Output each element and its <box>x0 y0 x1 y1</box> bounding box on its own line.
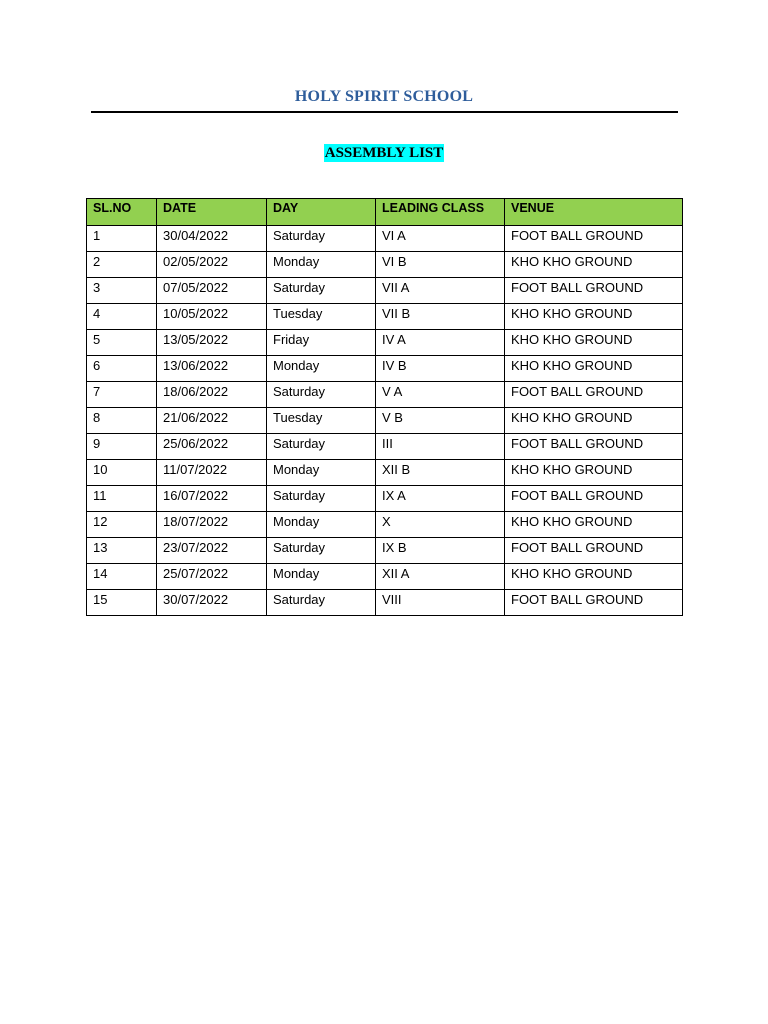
cell-sl-no: 4 <box>87 304 157 330</box>
cell-venue: FOOT BALL GROUND <box>505 486 683 512</box>
table-row <box>87 408 683 434</box>
cell-sl-no: 3 <box>87 278 157 304</box>
cell-venue: KHO KHO GROUND <box>505 460 683 486</box>
cell-leading-class: X <box>376 512 505 538</box>
cell-leading-class: XII A <box>376 564 505 590</box>
cell-leading-class: IV A <box>376 330 505 356</box>
column-header-day: DAY <box>267 199 376 226</box>
cell-date: 30/07/2022 <box>157 590 267 616</box>
cell-venue: FOOT BALL GROUND <box>505 278 683 304</box>
cell-sl-no: 7 <box>87 382 157 408</box>
school-title: HOLY SPIRIT SCHOOL <box>294 88 474 105</box>
cell-day: Saturday <box>267 226 376 252</box>
table-row <box>87 382 683 408</box>
cell-leading-class: VI B <box>376 252 505 278</box>
cell-leading-class: IX B <box>376 538 505 564</box>
cell-venue: KHO KHO GROUND <box>505 304 683 330</box>
cell-leading-class: V A <box>376 382 505 408</box>
cell-leading-class: VI A <box>376 226 505 252</box>
cell-date: 10/05/2022 <box>157 304 267 330</box>
title-underline-rule <box>91 111 678 113</box>
cell-venue: KHO KHO GROUND <box>505 330 683 356</box>
table-row <box>87 538 683 564</box>
cell-sl-no: 1 <box>87 226 157 252</box>
cell-date: 07/05/2022 <box>157 278 267 304</box>
cell-sl-no: 13 <box>87 538 157 564</box>
table-row <box>87 434 683 460</box>
table-row <box>87 226 683 252</box>
table-row <box>87 460 683 486</box>
cell-leading-class: IX A <box>376 486 505 512</box>
cell-venue: KHO KHO GROUND <box>505 356 683 382</box>
list-title-container <box>0 144 768 162</box>
table-row <box>87 486 683 512</box>
cell-day: Saturday <box>267 382 376 408</box>
cell-date: 18/07/2022 <box>157 512 267 538</box>
cell-day: Saturday <box>267 278 376 304</box>
cell-venue: KHO KHO GROUND <box>505 252 683 278</box>
cell-sl-no: 11 <box>87 486 157 512</box>
cell-date: 13/05/2022 <box>157 330 267 356</box>
cell-day: Monday <box>267 356 376 382</box>
cell-date: 23/07/2022 <box>157 538 267 564</box>
column-header-venue: VENUE <box>505 199 683 226</box>
cell-day: Friday <box>267 330 376 356</box>
cell-venue: FOOT BALL GROUND <box>505 382 683 408</box>
cell-sl-no: 12 <box>87 512 157 538</box>
cell-venue: KHO KHO GROUND <box>505 408 683 434</box>
cell-day: Saturday <box>267 486 376 512</box>
cell-leading-class: VII B <box>376 304 505 330</box>
cell-date: 16/07/2022 <box>157 486 267 512</box>
cell-date: 13/06/2022 <box>157 356 267 382</box>
cell-sl-no: 8 <box>87 408 157 434</box>
table-row <box>87 356 683 382</box>
table-row <box>87 252 683 278</box>
cell-venue: FOOT BALL GROUND <box>505 226 683 252</box>
cell-venue: FOOT BALL GROUND <box>505 434 683 460</box>
cell-leading-class: VIII <box>376 590 505 616</box>
cell-venue: KHO KHO GROUND <box>505 512 683 538</box>
cell-day: Saturday <box>267 590 376 616</box>
cell-sl-no: 10 <box>87 460 157 486</box>
column-header-sl-no: SL.NO <box>87 199 157 226</box>
table-row <box>87 304 683 330</box>
cell-day: Tuesday <box>267 408 376 434</box>
cell-day: Tuesday <box>267 304 376 330</box>
cell-date: 25/07/2022 <box>157 564 267 590</box>
column-header-leading-class: LEADING CLASS <box>376 199 505 226</box>
table-row <box>87 278 683 304</box>
table-row <box>87 590 683 616</box>
cell-venue: FOOT BALL GROUND <box>505 538 683 564</box>
cell-leading-class: IV B <box>376 356 505 382</box>
cell-day: Monday <box>267 460 376 486</box>
cell-leading-class: XII B <box>376 460 505 486</box>
cell-venue: KHO KHO GROUND <box>505 564 683 590</box>
cell-sl-no: 14 <box>87 564 157 590</box>
cell-date: 21/06/2022 <box>157 408 267 434</box>
cell-leading-class: VII A <box>376 278 505 304</box>
cell-date: 30/04/2022 <box>157 226 267 252</box>
column-header-date: DATE <box>157 199 267 226</box>
table-row <box>87 564 683 590</box>
table-header-row <box>87 199 683 226</box>
cell-sl-no: 9 <box>87 434 157 460</box>
cell-sl-no: 6 <box>87 356 157 382</box>
cell-date: 18/06/2022 <box>157 382 267 408</box>
cell-date: 11/07/2022 <box>157 460 267 486</box>
cell-date: 25/06/2022 <box>157 434 267 460</box>
cell-day: Monday <box>267 252 376 278</box>
cell-sl-no: 15 <box>87 590 157 616</box>
cell-leading-class: V B <box>376 408 505 434</box>
cell-date: 02/05/2022 <box>157 252 267 278</box>
cell-day: Saturday <box>267 434 376 460</box>
cell-leading-class: III <box>376 434 505 460</box>
cell-day: Saturday <box>267 538 376 564</box>
assembly-list-title: ASSEMBLY LIST <box>324 145 444 161</box>
cell-venue: FOOT BALL GROUND <box>505 590 683 616</box>
cell-sl-no: 2 <box>87 252 157 278</box>
cell-day: Monday <box>267 512 376 538</box>
cell-sl-no: 5 <box>87 330 157 356</box>
cell-day: Monday <box>267 564 376 590</box>
table-row <box>87 330 683 356</box>
assembly-table <box>86 198 683 616</box>
table-row <box>87 512 683 538</box>
